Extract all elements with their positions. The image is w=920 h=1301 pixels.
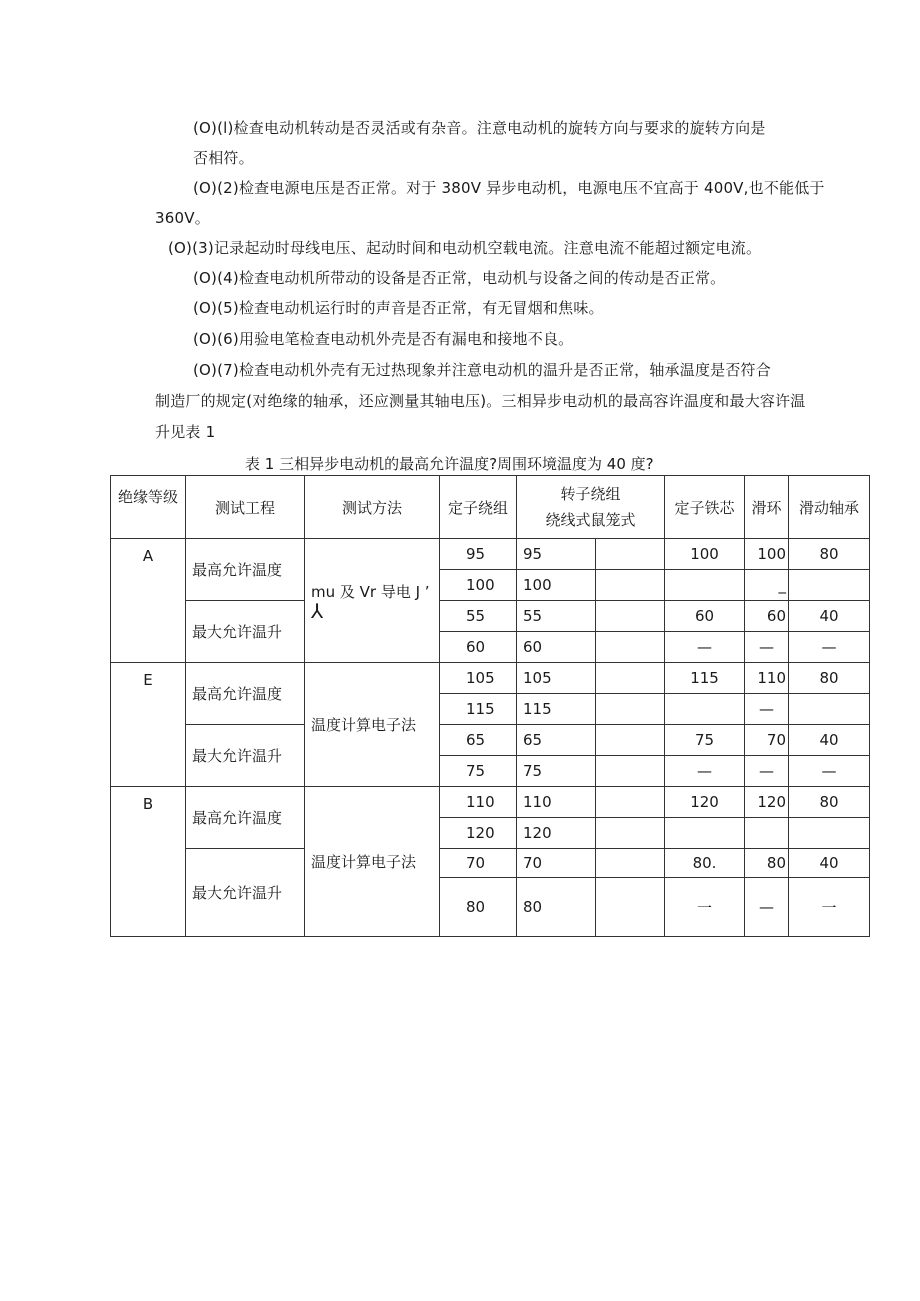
- rotor-cage-value: [596, 787, 665, 818]
- rotor-cage-value: [596, 663, 665, 694]
- rotor-cage-value: [596, 632, 665, 663]
- header-bearing: 滑动轴承: [789, 476, 870, 539]
- slip-ring-value: _: [745, 570, 789, 601]
- bearing-value: 40: [789, 601, 870, 632]
- table-row: [111, 601, 870, 632]
- slip-ring-value: 100: [745, 539, 789, 570]
- bearing-value: 一: [789, 878, 870, 937]
- slip-ring-value: —: [745, 878, 789, 937]
- paragraph-5: (O)(5)检查电动机运行时的声音是否正常，有无冒烟和焦味。: [193, 299, 604, 317]
- core-value: [665, 694, 745, 725]
- header-rotor: [517, 476, 665, 539]
- item-label: 最大允许温升: [186, 601, 305, 663]
- bearing-value: —: [789, 632, 870, 663]
- paragraph-4: (O)(4)检查电动机所带动的设备是否正常，电动机与设备之间的传动是否正常。: [193, 269, 726, 287]
- stator-value: 95: [440, 539, 517, 570]
- rotor-cage-value: [596, 878, 665, 937]
- rotor-wound-value: 80: [517, 878, 596, 937]
- core-value: 60: [665, 601, 745, 632]
- item-label: 最大允许温升: [186, 849, 305, 937]
- rotor-cage-value: [596, 694, 665, 725]
- slip-ring-value: 120: [745, 787, 789, 818]
- core-value: 120: [665, 787, 745, 818]
- table-row: [111, 539, 870, 570]
- core-value: 80.: [665, 849, 745, 878]
- paragraph-1-line-1: (O)(l)检查电动机转动是否灵活或有杂音。注意电动机的旋转方向与要求的旋转方向是: [193, 119, 766, 137]
- rotor-cage-value: [596, 539, 665, 570]
- core-value: 75: [665, 725, 745, 756]
- rotor-cage-value: [596, 756, 665, 787]
- bearing-value: —: [789, 756, 870, 787]
- table-row: [111, 663, 870, 694]
- rotor-wound-value: 75: [517, 756, 596, 787]
- header-method: 测试方法: [305, 476, 440, 539]
- rotor-wound-value: 60: [517, 632, 596, 663]
- stator-value: 75: [440, 756, 517, 787]
- header-stator: 定子绕组: [440, 476, 517, 539]
- item-label: 最高允许温度: [186, 539, 305, 601]
- table-row: [111, 849, 870, 878]
- core-value: [665, 818, 745, 849]
- method-line1: mu 及 Vr 导电 J ʼ: [311, 583, 430, 601]
- stator-value: 70: [440, 849, 517, 878]
- paragraph-7-line-3: 升见表 1: [155, 423, 216, 441]
- bearing-value: [789, 570, 870, 601]
- method-line2: ⅄: [311, 599, 324, 623]
- rotor-wound-value: 55: [517, 601, 596, 632]
- stator-value: 105: [440, 663, 517, 694]
- rotor-wound-value: 105: [517, 663, 596, 694]
- core-value: 100: [665, 539, 745, 570]
- slip-ring-value: 80: [745, 849, 789, 878]
- temperature-table: [110, 475, 870, 937]
- item-label: 最大允许温升: [186, 725, 305, 787]
- stator-value: 100: [440, 570, 517, 601]
- rotor-wound-value: 95: [517, 539, 596, 570]
- header-grade: 绝缘等级: [111, 476, 186, 539]
- table-caption: 表 1 三相异步电动机的最高允许温度?周围环境温度为 40 度?: [245, 455, 654, 473]
- slip-ring-value: 60: [745, 601, 789, 632]
- bearing-value: 40: [789, 849, 870, 878]
- paragraph-6: (O)(6)用验电笔检查电动机外壳是否有漏电和接地不良。: [193, 330, 574, 348]
- bearing-value: 80: [789, 663, 870, 694]
- grade-cell: B: [111, 787, 186, 937]
- paragraph-1-line-2: 否相符。: [193, 149, 254, 167]
- bearing-value: 40: [789, 725, 870, 756]
- paragraph-7-line-1: (O)(7)检查电动机外壳有无过热现象并注意电动机的温升是否正常，轴承温度是否符合: [193, 361, 771, 379]
- bearing-value: [789, 694, 870, 725]
- rotor-cage-value: [596, 601, 665, 632]
- table-row: [111, 725, 870, 756]
- method-cell: [305, 539, 440, 663]
- rotor-cage-value: [596, 849, 665, 878]
- table-header-row: [111, 476, 870, 539]
- item-label: 最高允许温度: [186, 787, 305, 849]
- slip-ring-value: —: [745, 756, 789, 787]
- slip-ring-value: —: [745, 632, 789, 663]
- slip-ring-value: —: [745, 694, 789, 725]
- item-label: 最高允许温度: [186, 663, 305, 725]
- grade-cell: A: [111, 539, 186, 663]
- method-cell: 温度计算电子法: [305, 787, 440, 937]
- rotor-wound-value: 110: [517, 787, 596, 818]
- core-value: [665, 570, 745, 601]
- header-core: 定子铁芯: [665, 476, 745, 539]
- bearing-value: 80: [789, 539, 870, 570]
- core-value: —: [665, 632, 745, 663]
- stator-value: 60: [440, 632, 517, 663]
- header-slip-ring: 滑环: [745, 476, 789, 539]
- stator-value: 80: [440, 878, 517, 937]
- rotor-wound-value: 115: [517, 694, 596, 725]
- method-cell: 温度计算电子法: [305, 663, 440, 787]
- bearing-value: 80: [789, 787, 870, 818]
- rotor-wound-value: 100: [517, 570, 596, 601]
- bearing-value: [789, 818, 870, 849]
- stator-value: 120: [440, 818, 517, 849]
- paragraph-3: (O)(3)记录起动时母线电压、起动时间和电动机空载电流。注意电流不能超过额定电流。: [168, 239, 762, 257]
- header-item: 测试工程: [186, 476, 305, 539]
- rotor-wound-value: 65: [517, 725, 596, 756]
- rotor-cage-value: [596, 725, 665, 756]
- paragraph-7-line-2: 制造厂的规定(对绝缘的轴承，还应测量其轴电压)。三相异步电动机的最高容许温度和最大容许温: [155, 392, 806, 410]
- stator-value: 115: [440, 694, 517, 725]
- header-rotor-line1: 转子绕组: [560, 485, 621, 503]
- core-value: 115: [665, 663, 745, 694]
- slip-ring-value: [745, 818, 789, 849]
- stator-value: 110: [440, 787, 517, 818]
- grade-cell: E: [111, 663, 186, 787]
- core-value: 一: [665, 878, 745, 937]
- stator-value: 65: [440, 725, 517, 756]
- header-rotor-line2: 绕线式鼠笼式: [545, 511, 636, 529]
- slip-ring-value: 110: [745, 663, 789, 694]
- paragraph-2-line-2: 360V。: [155, 209, 210, 227]
- stator-value: 55: [440, 601, 517, 632]
- rotor-cage-value: [596, 570, 665, 601]
- slip-ring-value: 70: [745, 725, 789, 756]
- table-row: [111, 787, 870, 818]
- rotor-wound-value: 70: [517, 849, 596, 878]
- paragraph-2-line-1: (O)(2)检查电源电压是否正常。对于 380V 异步电动机，电源电压不宜高于 400V,也不能低于: [193, 179, 825, 197]
- rotor-cage-value: [596, 818, 665, 849]
- rotor-wound-value: 120: [517, 818, 596, 849]
- core-value: —: [665, 756, 745, 787]
